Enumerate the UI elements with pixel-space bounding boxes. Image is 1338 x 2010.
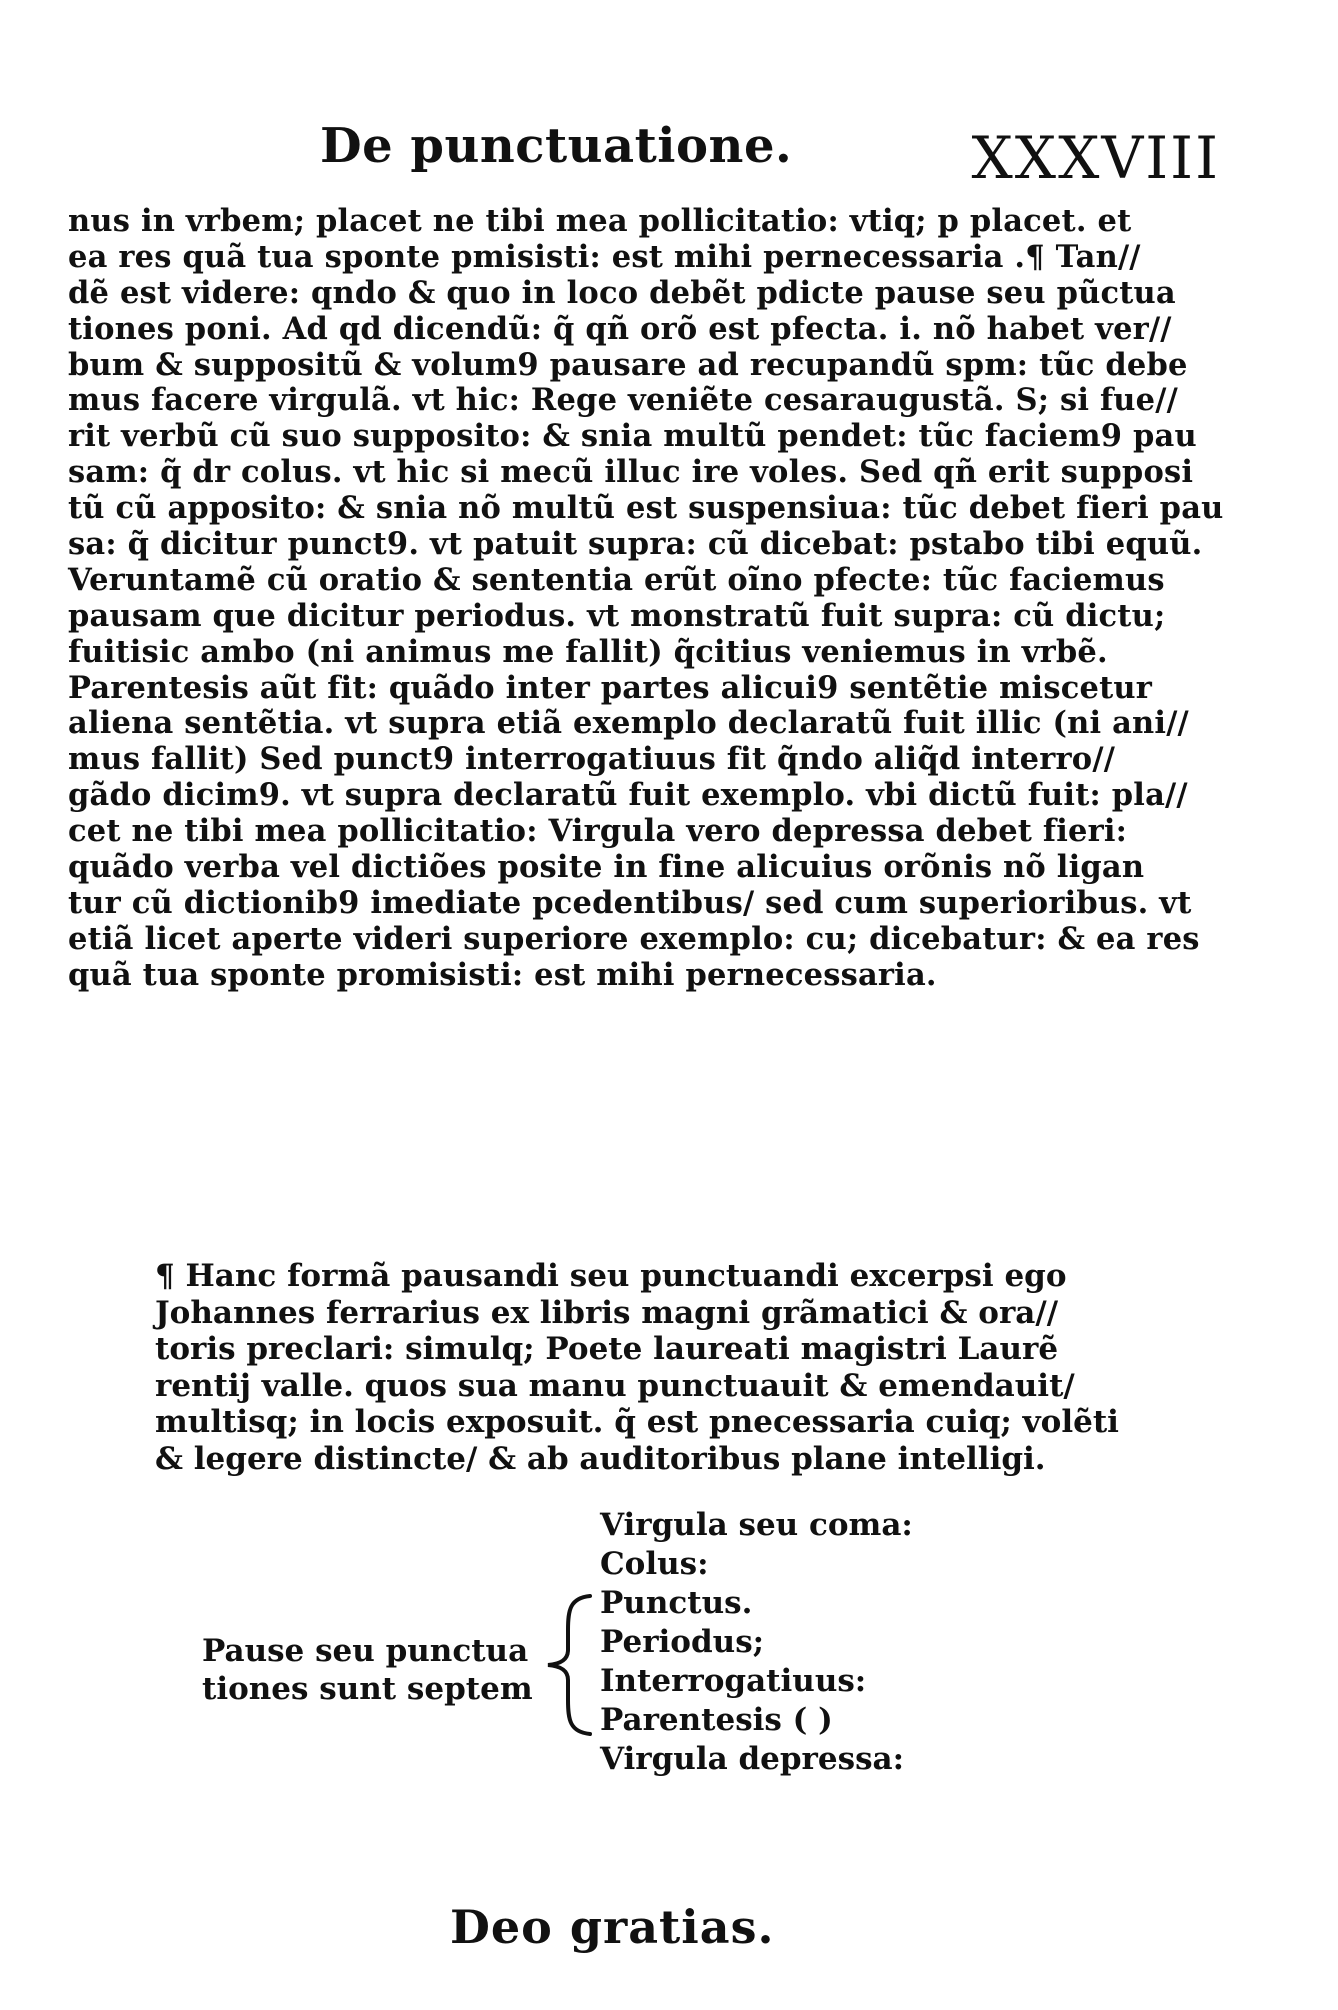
closing-line: Deo gratias. (450, 1900, 775, 1954)
text-line: mus fallit) Sed punct9 interrogatiuus fit q̃ndo aliq̃d interro// (68, 741, 1116, 778)
text-line: rit verbũ cũ suo supposito: & snia multũ pendet: tũc faciem9 pau (68, 418, 1197, 455)
text-line: Veruntamẽ cũ oratio & sententia erũt oĩno pfecte: tũc faciemus (68, 561, 1165, 598)
text-line: quã tua sponte promisisti: est mihi pernecessaria. (68, 956, 937, 993)
page-header (320, 118, 1220, 208)
text-line: Parentesis aũt fit: quãdo inter partes alicui9 sentẽtie miscetur (68, 669, 1153, 706)
list-item: Periodus; (600, 1624, 765, 1660)
text-line: quãdo verba vel dictiões posite in fine alicuius orõnis nõ ligan (68, 849, 1145, 886)
text-line: etiã licet aperte videri superiore exemplo: cu; dicebatur: & ea res (68, 920, 1200, 957)
text-line: ea res quã tua sponte pmisisti: est mihi pernecessaria .¶ Tan// (68, 238, 1141, 275)
list-item: Virgula seu coma: (600, 1507, 913, 1543)
text-line: mus facere virgulã. vt hic: Rege veniẽte cesaraugustã. S; si fue// (68, 382, 1178, 419)
text-line: cet ne tibi mea pollicitatio: Virgula vero depressa debet fieri: (68, 813, 1128, 850)
text-line: nus in vrbem; placet ne tibi mea pollicitatio: vtiq; p placet. et (68, 203, 1132, 239)
list-item: Punctus. (600, 1585, 753, 1621)
colophon-line: & legere distincte/ & ab auditoribus plane intelligi. (155, 1440, 1046, 1477)
list-item: Interrogatiuus: (600, 1663, 867, 1699)
folio-number: XXXVIII (971, 124, 1220, 192)
colophon-line: toris preclari: simulq; Poete laureati magistri Laurẽ (155, 1331, 1059, 1368)
colophon-block (155, 1258, 1155, 1478)
pause-list-label (202, 1632, 532, 1708)
text-line: tur cũ dictionib9 imediate pcedentibus/ sed cum superioribus. vt (68, 884, 1192, 921)
pause-label-line: Pause seu punctua (202, 1633, 529, 1669)
colophon-line: multisq; in locis exposuit. q̃ est pnecessaria cuiq; volẽti (155, 1404, 1119, 1441)
colophon-line: ¶ Hanc formã pausandi seu punctuandi excerpsi ego (155, 1258, 1067, 1294)
text-line: gãdo dicim9. vt supra declaratũ fuit exemplo. vbi dictũ fuit: pla// (68, 777, 1188, 814)
text-line: pausam que dicitur periodus. vt monstratũ fuit supra: cũ dictu; (68, 597, 1166, 634)
colophon-line: Johannes ferrarius ex libris magni grãmatici & ora// (155, 1294, 1059, 1331)
list-item: Colus: (600, 1546, 709, 1582)
pause-types-list (600, 1506, 1100, 1779)
running-title: De punctuatione. (320, 118, 793, 174)
pause-label-line: tiones sunt septem (202, 1671, 533, 1707)
list-item: Parentesis ( ) (600, 1702, 833, 1738)
text-line: sam: q̃ dr colus. vt hic si mecũ illuc ire voles. Sed qñ erit supposi (68, 454, 1194, 491)
curly-brace-icon (540, 1590, 596, 1740)
text-line: fuitisic ambo (ni animus me fallit) q̃citius veniemus in vrbẽ. (68, 633, 1108, 670)
text-line: tiones poni. Ad qd dicendũ: q̃ qñ orõ est pfecta. i. nõ habet ver// (68, 310, 1172, 347)
text-line: bum & suppositũ & volum9 pausare ad recupandũ spm: tũc debe (68, 346, 1188, 383)
main-text-block (68, 204, 1268, 994)
list-item: Virgula depressa: (600, 1741, 905, 1777)
text-line: aliena sentẽtia. vt supra etiã exemplo declaratũ fuit illic (ni ani// (68, 705, 1189, 742)
colophon-line: rentij valle. quos sua manu punctuauit & emendauit/ (155, 1367, 1075, 1404)
text-line: tũ cũ apposito: & snia nõ multũ est suspensiua: tũc debet fieri pau (68, 490, 1224, 527)
text-line: sa: q̃ dicitur punct9. vt patuit supra: cũ dicebat: pstabo tibi equũ. (68, 526, 1203, 563)
text-line: dẽ est videre: qndo & quo in loco debẽt pdicte pause seu pũctua (68, 274, 1176, 311)
